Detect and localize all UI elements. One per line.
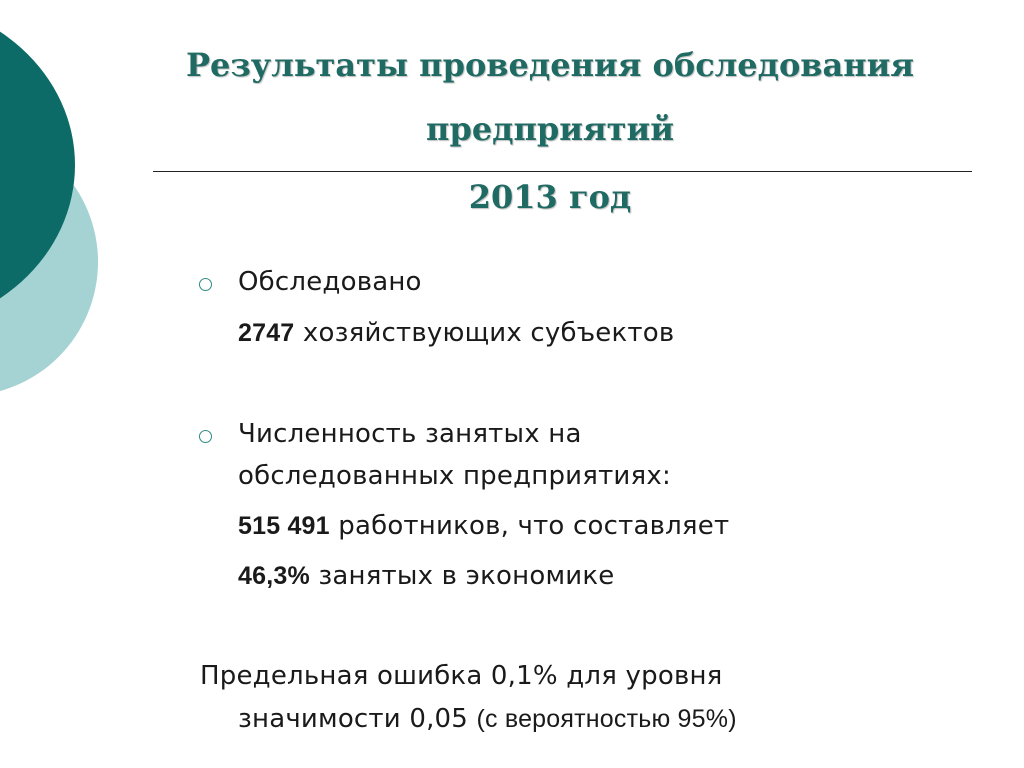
slide-subtitle-year: 2013 год xyxy=(468,178,632,216)
footer-error-line1: Предельная ошибка 0,1% для уровня xyxy=(200,661,723,691)
footer-probability-note: (с вероятностью 95%) xyxy=(476,705,737,733)
title-divider xyxy=(153,171,972,172)
bullet-employment-workers-line xyxy=(238,511,729,541)
footer-error-line2 xyxy=(238,704,737,734)
bullet-employment-label-line2: обследованных предприятиях: xyxy=(238,461,671,491)
bullet-employment-share-line xyxy=(238,561,614,591)
workers-count-suffix: работников, что составляет xyxy=(329,511,730,541)
surveyed-count-suffix: хозяйствующих субъектов xyxy=(294,318,675,348)
footer-significance: значимости 0,05 xyxy=(238,704,477,734)
surveyed-count: 2747 xyxy=(238,319,295,347)
employment-share-suffix: занятых в экономике xyxy=(309,561,615,591)
bullet-employment-label-line1: Численность занятых на xyxy=(238,419,582,449)
workers-count: 515 491 xyxy=(238,512,330,540)
slide-title-line2: предприятий xyxy=(426,110,674,148)
hollow-circle-icon xyxy=(199,430,212,443)
hollow-circle-icon xyxy=(199,278,212,291)
bullet-surveyed-label: Обследовано xyxy=(238,267,422,297)
bullet-surveyed-value-line xyxy=(238,318,674,348)
slide-title-line1: Результаты проведения обследования xyxy=(185,46,915,84)
employment-share: 46,3% xyxy=(238,562,310,590)
